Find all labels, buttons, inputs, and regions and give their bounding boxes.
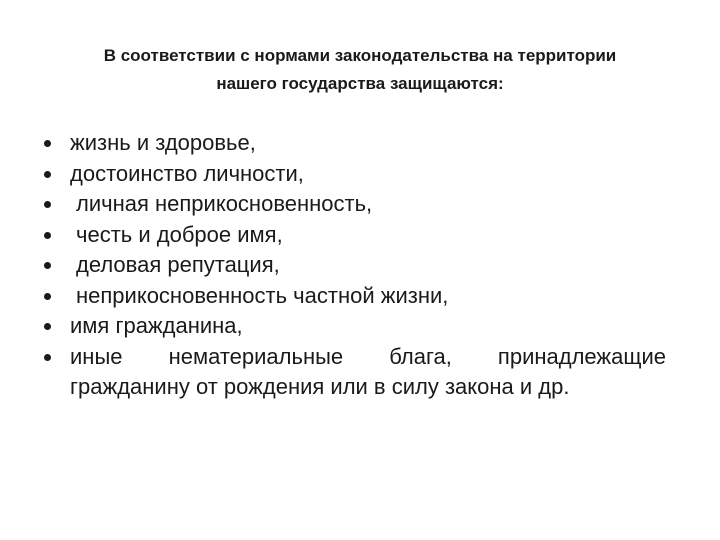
list-item-text: достоинство личности, xyxy=(70,160,304,186)
list-item xyxy=(44,220,684,251)
bullet-icon xyxy=(44,262,51,269)
bullet-icon xyxy=(44,323,51,330)
bullet-list xyxy=(44,128,684,403)
slide-title-line-2: нашего государства защищаются: xyxy=(216,74,504,93)
list-item xyxy=(44,159,684,190)
bullet-icon xyxy=(44,232,51,239)
list-item-text: неприкосновенность частной жизни, xyxy=(76,282,449,308)
bullet-icon xyxy=(44,354,51,361)
list-item xyxy=(44,128,684,159)
list-item xyxy=(44,281,684,312)
list-item-text: жизнь и здоровье, xyxy=(70,130,256,155)
bullet-icon xyxy=(44,201,51,208)
list-item-text: честь и доброе имя, xyxy=(76,221,283,247)
bullet-icon xyxy=(44,293,51,300)
bullet-icon xyxy=(44,171,51,178)
list-item xyxy=(44,311,684,342)
list-item xyxy=(44,189,684,220)
list-item-text: иные нематериальные блага, принадлежащие гражданину от рождения или в силу закона и др. xyxy=(70,343,666,399)
bullet-icon xyxy=(44,140,51,147)
list-item-text: деловая репутация, xyxy=(76,252,280,277)
list-item-text: личная неприкосновенность, xyxy=(76,191,373,216)
list-item xyxy=(44,342,684,403)
list-item xyxy=(44,250,684,281)
list-item-text: имя гражданина, xyxy=(70,313,243,338)
slide-title xyxy=(30,42,690,98)
slide-title-line-1: В соответствии с нормами законодательства на территории xyxy=(103,46,617,65)
